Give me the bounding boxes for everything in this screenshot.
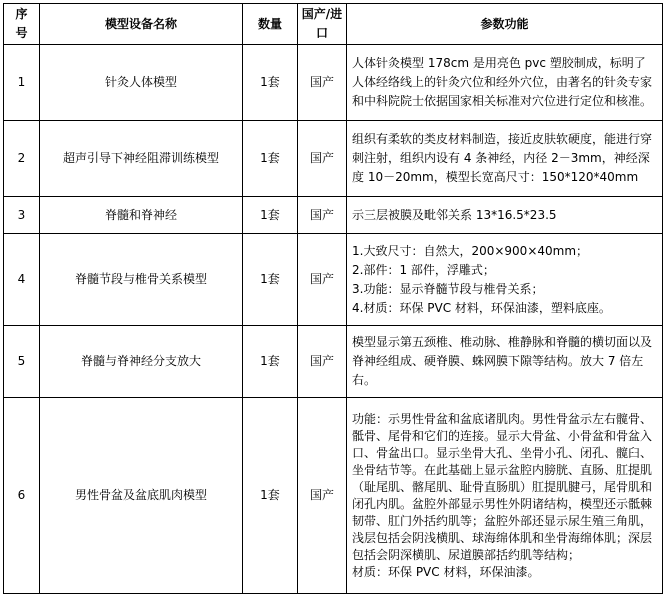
row-params: 模型显示第五颈椎、椎动脉、椎静脉和脊髓的横切面以及脊神经组成、硬脊膜、蛛网膜下隙等结构。放大 7 倍左右。	[347, 326, 663, 398]
row-origin: 国产	[298, 326, 347, 398]
param-line: 材质：环保 PVC 材料，环保油漆。	[352, 564, 540, 579]
row-qty: 1套	[243, 398, 298, 594]
row-name: 脊髓节段与椎骨关系模型	[40, 234, 243, 326]
row-origin: 国产	[298, 197, 347, 234]
row-origin: 国产	[298, 234, 347, 326]
param-line: 功能：示男性骨盆和盆底诸肌肉。男性骨盆示左右髋骨、骶骨、尾骨和它们的连接。显示大骨盆、小骨盆和骨盆入口、骨盆出口。显示坐骨大孔、坐骨小孔、闭孔、髋臼、坐骨结节等。在此基础上显示盆腔内膀胱、直肠、肛提肌（耻尾肌、髂尾肌、耻骨直肠肌）肛提肌腱弓，尾骨肌和闭孔内肌。盆腔外部显示男性外阴诸结构，模型还示骶棘韧带、肛门外括约肌等；盆腔外部还显示尿生殖三角肌，浅层包括会阴浅横肌、球海绵体肌和坐骨海绵体肌；深层包括会阴深横肌、尿道膜部括约肌等结构；	[352, 411, 653, 562]
row-params: 示三层被膜及毗邻关系 13*16.5*23.5	[347, 197, 663, 234]
row-qty: 1套	[243, 326, 298, 398]
row-index: 1	[4, 45, 40, 121]
table-row	[4, 398, 663, 594]
row-origin: 国产	[298, 398, 347, 594]
row-index: 4	[4, 234, 40, 326]
header-row	[4, 4, 663, 45]
row-index: 2	[4, 121, 40, 197]
table-row	[4, 234, 663, 326]
header-index: 序号	[4, 4, 40, 45]
row-qty: 1套	[243, 197, 298, 234]
row-params	[347, 234, 663, 326]
header-qty: 数量	[243, 4, 298, 45]
table-row	[4, 45, 663, 121]
row-index: 6	[4, 398, 40, 594]
row-name: 针灸人体模型	[40, 45, 243, 121]
row-index: 5	[4, 326, 40, 398]
row-index: 3	[4, 197, 40, 234]
header-origin: 国产/进口	[298, 4, 347, 45]
row-params: 组织有柔软的类皮材料制造，接近皮肤软硬度，能进行穿刺注射，组织内设有 4 条神经，内径 2－3mm，神经深度 10－20mm，模型长宽高尺寸：150*120*40mm	[347, 121, 663, 197]
param-line: 2.部件：1 部件，浮雕式；	[352, 262, 495, 277]
table-row	[4, 197, 663, 234]
header-name: 模型设备名称	[40, 4, 243, 45]
row-qty: 1套	[243, 45, 298, 121]
row-name: 脊髓与脊神经分支放大	[40, 326, 243, 398]
header-params: 参数功能	[347, 4, 663, 45]
equipment-spec-table	[3, 3, 663, 594]
row-params	[347, 398, 663, 594]
row-qty: 1套	[243, 121, 298, 197]
row-qty: 1套	[243, 234, 298, 326]
param-line: 1.大致尺寸：自然大，200×900×40mm；	[352, 243, 589, 258]
row-params: 人体针灸模型 178cm 是用亮色 pvc 塑胶制成，标明了人体经络线上的针灸穴位和经外穴位，由著名的针灸专家和中科院院士依据国家相关标准对穴位进行定位和核准。	[347, 45, 663, 121]
row-name: 男性骨盆及盆底肌肉模型	[40, 398, 243, 594]
row-name: 超声引导下神经阻滞训练模型	[40, 121, 243, 197]
row-origin: 国产	[298, 121, 347, 197]
table-row	[4, 121, 663, 197]
row-name: 脊髓和脊神经	[40, 197, 243, 234]
param-line: 3.功能：显示脊髓节段与椎骨关系；	[352, 281, 544, 296]
table-row	[4, 326, 663, 398]
row-origin: 国产	[298, 45, 347, 121]
param-line: 4.材质：环保 PVC 材料，环保油漆，塑料底座。	[352, 300, 611, 315]
